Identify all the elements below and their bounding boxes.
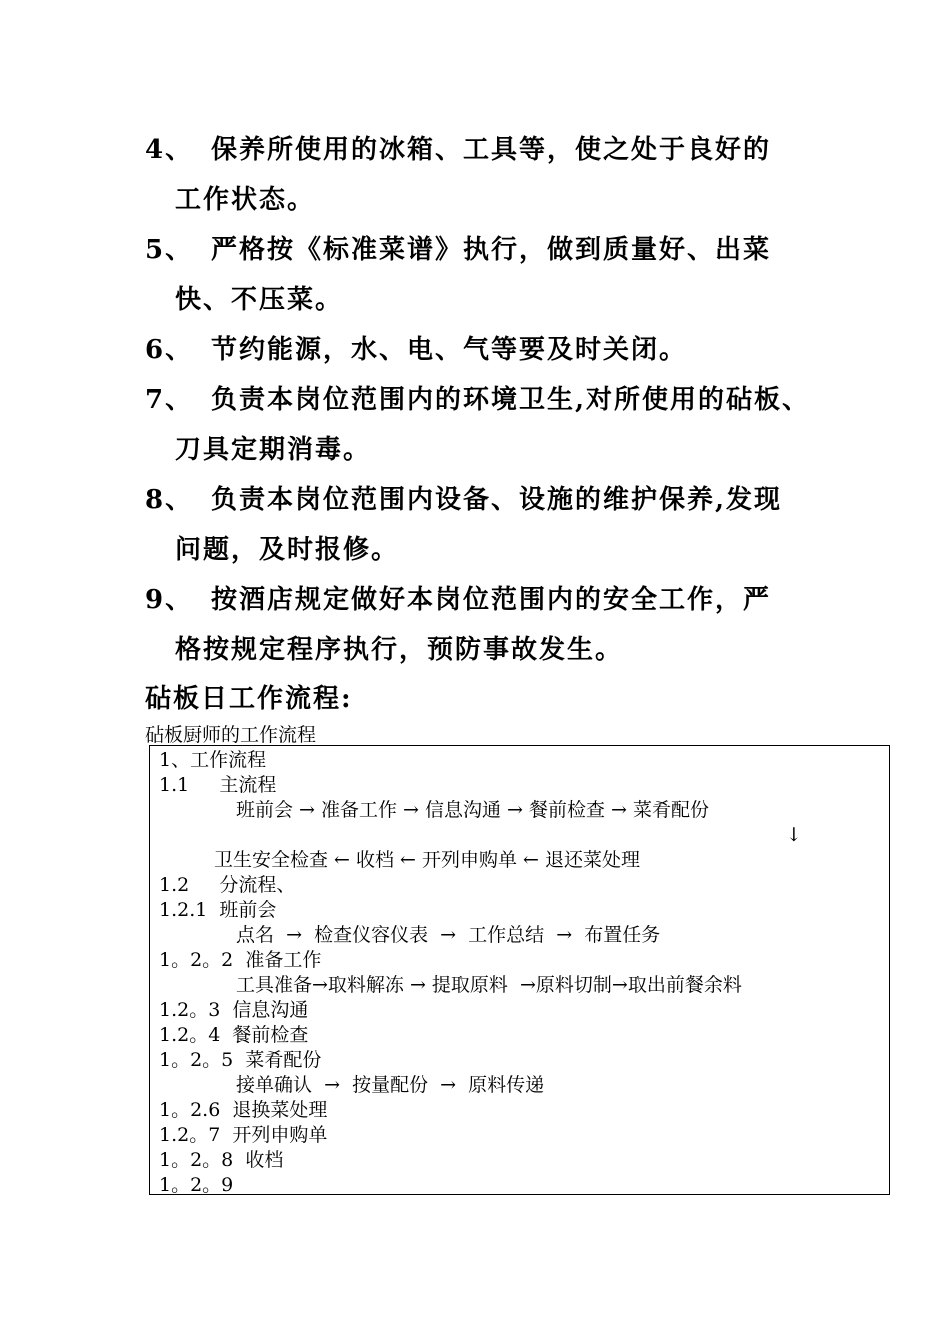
flow-sub-row: 点名 → 检查仪容仪表 → 工作总结 → 布置任务 <box>236 924 661 946</box>
item-text-line2: 格按规定程序执行，预防事故发生。 <box>175 635 624 665</box>
item-number: 6、 <box>145 335 194 365</box>
item-text-line1: 按酒店规定做好本岗位范围内的安全工作，严 <box>211 585 772 615</box>
flow-line: 1。2.6 退换菜处理 <box>159 1099 328 1121</box>
item-number: 4、 <box>145 135 194 165</box>
item-number: 8、 <box>145 485 194 515</box>
workflow-box <box>149 745 890 1195</box>
item-text-line1: 保养所使用的冰箱、工具等，使之处于良好的 <box>211 135 772 165</box>
flow-line: 1.2。4 餐前检查 <box>159 1024 309 1046</box>
flow-line: 1.2.1 班前会 <box>159 899 277 921</box>
flow-line: 1、工作流程 <box>159 749 267 771</box>
section-heading: 砧板日工作流程: <box>145 684 353 714</box>
flow-line: 1。2。2 准备工作 <box>159 949 322 971</box>
item-number: 9、 <box>145 585 194 615</box>
item-text-line2: 问题，及时报修。 <box>175 535 400 565</box>
item-text-line1: 严格按《标准菜谱》执行，做到质量好、出菜 <box>211 235 772 265</box>
flow-main-row2: 卫生安全检查 ← 收档 ← 开列申购单 ← 退还菜处理 <box>214 849 640 871</box>
section-subheading: 砧板厨师的工作流程 <box>145 724 317 746</box>
arrow-down-icon: ↓ <box>786 824 802 846</box>
item-text-line1: 负责本岗位范围内设备、设施的维护保养,发现 <box>211 485 783 515</box>
item-text-line1: 节约能源，水、电、气等要及时关闭。 <box>211 335 688 365</box>
flow-line: 1.2。3 信息沟通 <box>159 999 309 1021</box>
item-number: 5、 <box>145 235 194 265</box>
flow-sub-row: 工具准备→取料解冻 → 提取原料 →原料切制→取出前餐余料 <box>236 974 742 996</box>
flow-line: 1.2 分流程、 <box>159 874 296 896</box>
flow-line: 1.2。7 开列申购单 <box>159 1124 328 1146</box>
item-text-line2: 工作状态。 <box>175 185 316 215</box>
item-text-line1: 负责本岗位范围内的环境卫生,对所使用的砧板、 <box>211 385 811 415</box>
item-number: 7、 <box>145 385 194 415</box>
flow-line: 1.1 主流程 <box>159 774 277 796</box>
flow-line: 1。2。5 菜肴配份 <box>159 1049 322 1071</box>
item-text-line2: 快、不压菜。 <box>175 285 344 315</box>
item-text-line2: 刀具定期消毒。 <box>175 435 372 465</box>
flow-line: 1。2。8 收档 <box>159 1149 284 1171</box>
flow-line: 1。2。9 <box>159 1174 234 1196</box>
flow-main-row1: 班前会 → 准备工作 → 信息沟通 → 餐前检查 → 菜肴配份 <box>236 799 709 821</box>
flow-sub-row: 接单确认 → 按量配份 → 原料传递 <box>236 1074 545 1096</box>
